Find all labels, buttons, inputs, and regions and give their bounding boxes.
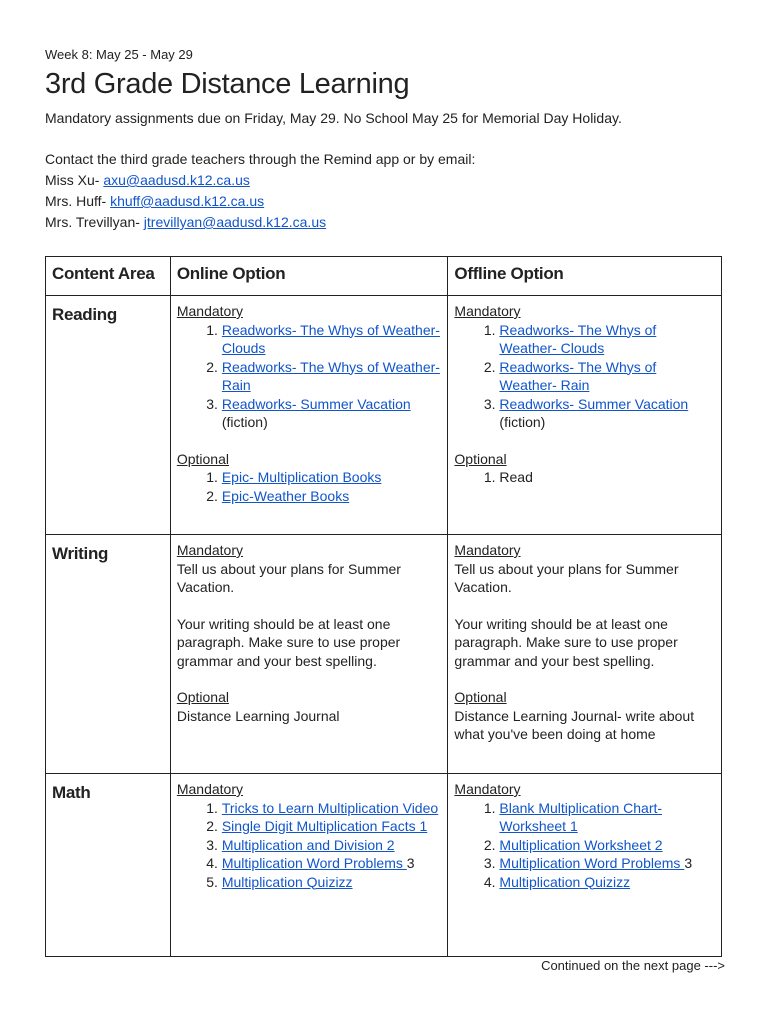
assignment-list [454, 321, 715, 432]
page-title: 3rd Grade Distance Learning [45, 68, 410, 100]
mandatory-label: Mandatory [176, 542, 243, 558]
assignment-link[interactable]: Readworks- Summer Vacation [499, 395, 689, 412]
assignment-link[interactable]: Multiplication Word Problems [221, 855, 407, 871]
assignment-list [177, 799, 442, 892]
content-area-cell: Reading [46, 296, 171, 535]
assignment-link[interactable]: Single Digit Multiplication Facts 1 [221, 818, 428, 834]
column-header: Offline Option [448, 257, 722, 296]
teacher-line [45, 193, 264, 209]
optional-label: Optional [454, 450, 507, 467]
mandatory-label: Mandatory [176, 781, 243, 797]
assignment-link[interactable]: Multiplication Word Problems [499, 855, 685, 871]
list-item [499, 395, 715, 432]
assignment-link[interactable]: Readworks- The Whys of Weather- Clouds [499, 321, 657, 356]
mandatory-note: Mandatory assignments due on Friday, May 29. No School May 25 for Memorial Day Holiday. [45, 110, 622, 126]
offline-option-cell [448, 535, 722, 774]
teacher-email-link[interactable]: axu@aadusd.k12.ca.us [103, 172, 250, 188]
continued-note: Continued on the next page ---> [541, 958, 725, 973]
writing-prompt: Tell us about your plans for Summer Vacation. [454, 560, 679, 595]
assignment-link[interactable]: Multiplication Quizizz [221, 873, 353, 890]
offline-option-cell [448, 296, 722, 535]
table-header-row [46, 257, 722, 296]
list-suffix: 3 [684, 855, 693, 871]
column-header: Content Area [46, 257, 171, 296]
list-item [499, 854, 715, 873]
assignment-link[interactable]: Tricks to Learn Multiplication Video [221, 799, 439, 816]
optional-label: Optional [176, 450, 229, 467]
assignment-list [454, 799, 715, 892]
teacher-name: Mrs. Trevillyan- [45, 214, 144, 230]
offline-option-cell [448, 774, 722, 957]
writing-requirement: Your writing should be at least one paragraph. Make sure to use proper grammar and your best spelling. [176, 615, 401, 669]
mandatory-label: Mandatory [454, 542, 521, 558]
contact-intro: Contact the third grade teachers through the Remind app or by email: [45, 151, 476, 167]
assignment-link[interactable]: Multiplication and Division 2 [221, 836, 395, 853]
list-item [222, 873, 442, 892]
assignment-link[interactable]: Readworks- The Whys of Weather- Rain [499, 358, 657, 393]
assignment-link[interactable]: Readworks- The Whys of Weather- Rain [221, 358, 440, 393]
teacher-line [45, 214, 326, 230]
teacher-name: Miss Xu- [45, 172, 104, 188]
assignment-list [177, 321, 442, 432]
optional-label: Optional [454, 689, 507, 705]
table-row-math [46, 774, 722, 957]
assignment-link[interactable]: Multiplication Worksheet 2 [499, 836, 663, 853]
table-row-reading [46, 296, 722, 535]
assignment-link[interactable]: Epic- Multiplication Books [221, 469, 382, 485]
mandatory-label: Mandatory [176, 303, 243, 319]
content-area-cell: Math [46, 774, 171, 957]
list-item [222, 799, 442, 818]
online-option-cell [170, 535, 448, 774]
list-item [499, 358, 715, 395]
mandatory-label: Mandatory [454, 781, 521, 797]
list-item [222, 487, 442, 506]
list-item [499, 873, 715, 892]
list-item [222, 836, 442, 855]
fiction-note: (fiction) [221, 414, 268, 430]
list-suffix: 3 [406, 855, 415, 871]
list-item [499, 799, 715, 836]
list-item [222, 358, 442, 395]
list-item [222, 854, 442, 873]
optional-task: Distance Learning Journal- write about what you've been doing at home [454, 707, 695, 742]
list-item [499, 321, 715, 358]
optional-task: Distance Learning Journal [176, 707, 340, 724]
online-option-cell [170, 774, 448, 957]
assignment-link[interactable]: Readworks- The Whys of Weather- Clouds [221, 321, 440, 356]
assignments-table [45, 256, 722, 957]
writing-prompt: Tell us about your plans for Summer Vacation. [176, 560, 401, 595]
assignment-link[interactable]: Readworks- Summer Vacation [221, 395, 411, 412]
column-header: Online Option [170, 257, 448, 296]
assignment-link[interactable]: Blank Multiplication Chart- Worksheet 1 [499, 799, 663, 834]
list-item [499, 836, 715, 855]
list-item: 1. Read [499, 468, 715, 487]
list-item [222, 817, 442, 836]
table-row-writing [46, 535, 722, 774]
assignment-link[interactable]: Multiplication Quizizz [499, 873, 631, 890]
teacher-line [45, 172, 250, 188]
fiction-note: (fiction) [499, 414, 546, 430]
teacher-email-link[interactable]: khuff@aadusd.k12.ca.us [110, 193, 265, 209]
assignment-list [177, 468, 442, 505]
week-label: Week 8: May 25 - May 29 [45, 47, 193, 62]
teacher-name: Mrs. Huff- [45, 193, 111, 209]
assignment-link[interactable]: Epic-Weather Books [221, 487, 350, 504]
mandatory-label: Mandatory [454, 303, 521, 319]
optional-label: Optional [176, 689, 229, 705]
online-option-cell [170, 296, 448, 535]
list-item [222, 321, 442, 358]
content-area-cell: Writing [46, 535, 171, 774]
assignment-list [454, 468, 715, 487]
list-item [222, 468, 442, 487]
teacher-email-link[interactable]: jtrevillyan@aadusd.k12.ca.us [143, 214, 327, 230]
list-item [222, 395, 442, 432]
writing-requirement: Your writing should be at least one paragraph. Make sure to use proper grammar and your best spelling. [454, 615, 678, 669]
